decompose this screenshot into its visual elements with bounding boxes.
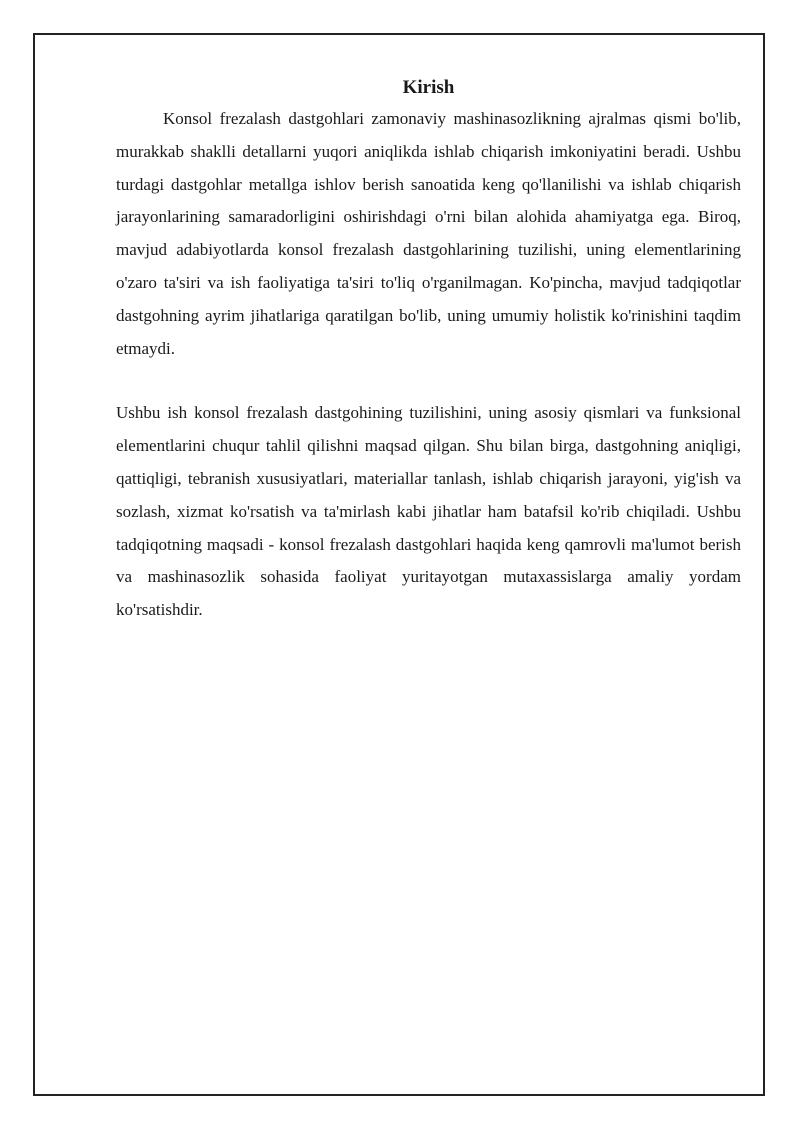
document-body bbox=[116, 75, 741, 627]
paragraph-1: Konsol frezalash dastgohlari zamonaviy mashinasozlikning ajralmas qismi bo'lib, murakkab shaklli detallarni yuqori aniqlikda ishlab chiqarish imkoniyatini beradi. Ushbu turdagi dastgohlar metallga ishlov berish sanoatida keng qo'llanilishi va ishlab chiqarish jarayonlarining samaradorligini oshirishdagi o'rni bilan alohida ahamiyatga ega. Biroq, mavjud adabiyotlarda konsol frezalash dastgohlarining tuzilishi, uning elementlarining o'zaro ta'siri va ish faoliyatiga ta'siri to'liq o'rganilmagan. Ko'pincha, mavjud tadqiqotlar dastgohning ayrim jihatlariga qaratilgan bo'lib, uning umumiy holistik ko'rinishini taqdim etmaydi. bbox=[116, 109, 741, 358]
paragraph-2: Ushbu ish konsol frezalash dastgohining tuzilishini, uning asosiy qismlari va funksional elementlarini chuqur tahlil qilishni maqsad qilgan. Shu bilan birga, dastgohning aniqligi, qattiqligi, tebranish xususiyatlari, materiallar tanlash, ishlab chiqarish jarayoni, yig'ish va sozlash, xizmat ko'rsatish va ta'mirlash kabi jihatlar ham batafsil ko'rib chiqiladi. Ushbu tadqiqotning maqsadi - konsol frezalash dastgohlari haqida keng qamrovli ma'lumot berish va mashinasozlik sohasida faoliyat yuritayotgan mutaxassislarga amaliy yordam ko'rsatishdir. bbox=[116, 403, 741, 620]
paragraph-gap bbox=[116, 365, 741, 397]
page-title: Kirish bbox=[402, 77, 455, 98]
